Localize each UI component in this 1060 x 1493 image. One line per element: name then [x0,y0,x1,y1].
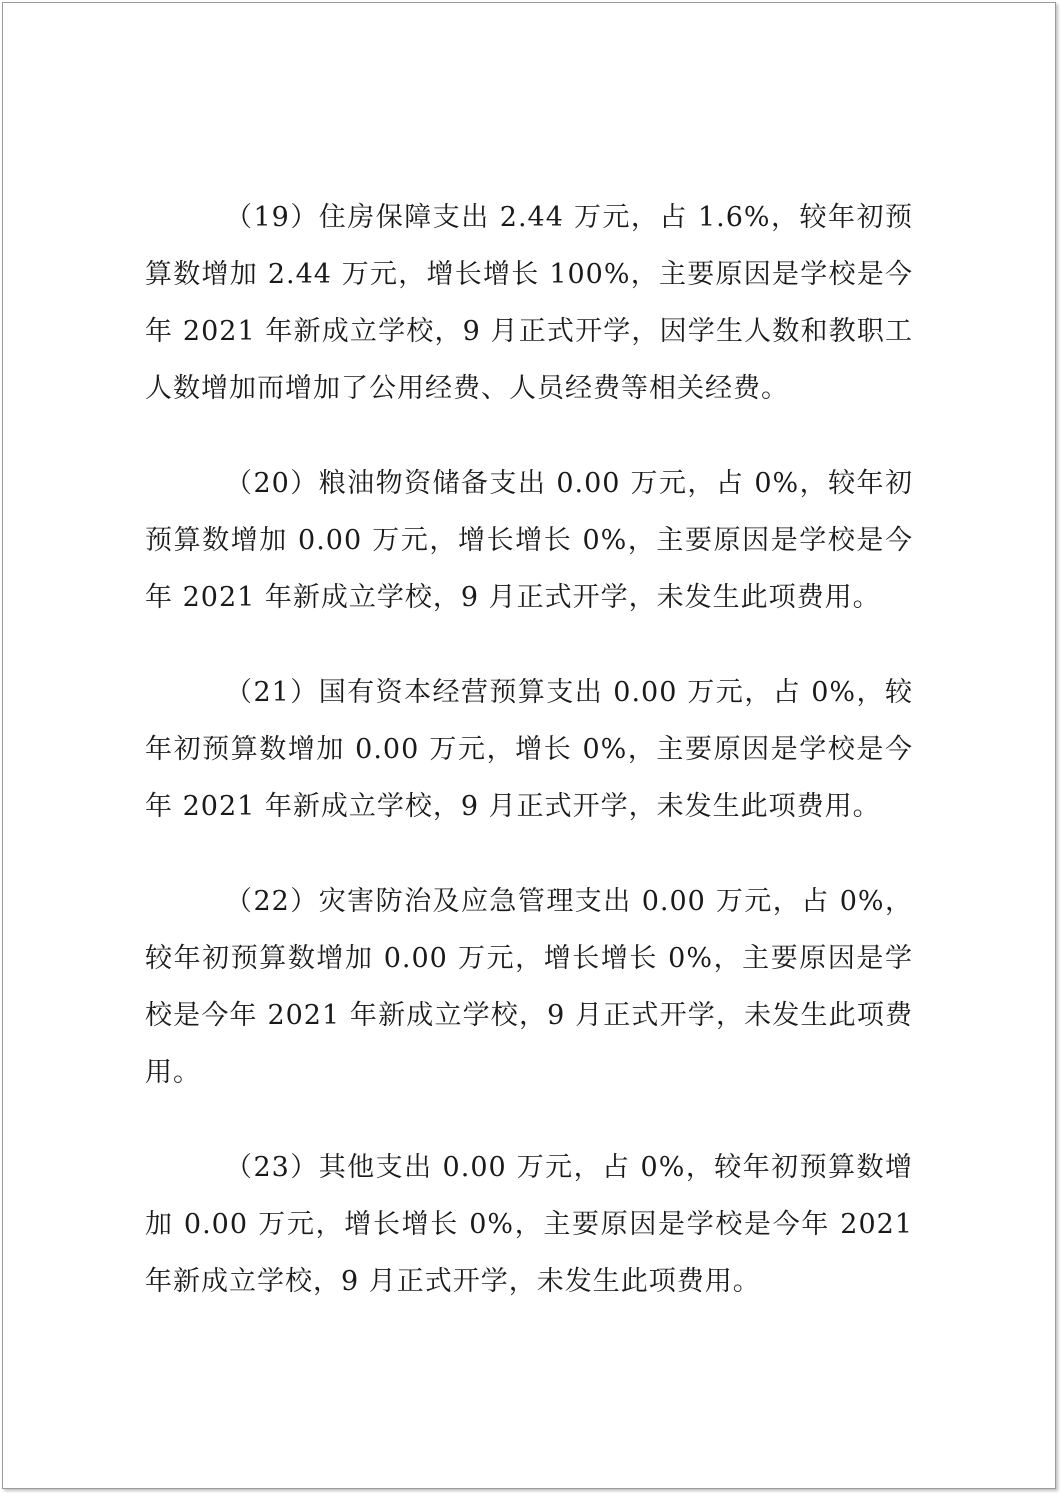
paragraph-22: （22）灾害防治及应急管理支出 0.00 万元，占 0%，较年初预算数增加 0.00 万元，增长增长 0%，主要原因是学校是今年 2021 年新成立学校，9 月正式开学，未发生此项费用。 [145,886,913,1088]
paragraph-23: （23）其他支出 0.00 万元，占 0%，较年初预算数增加 0.00 万元，增长增长 0%，主要原因是学校是今年 2021 年新成立学校，9 月正式开学，未发生此项费用。 [145,1152,913,1297]
paragraph-20: （20）粮油物资储备支出 0.00 万元，占 0%，较年初预算数增加 0.00 万元，增长增长 0%，主要原因是学校是今年 2021 年新成立学校，9 月正式开学，未发生此项费用。 [145,468,913,613]
page-content [145,189,913,1348]
document-page [2,2,1056,1489]
paragraph-19: （19）住房保障支出 2.44 万元，占 1.6%，较年初预算数增加 2.44 万元，增长增长 100%，主要原因是学校是今年 2021 年新成立学校，9 月正式开学，因学生人数和教职工人数增加而增加了公用经费、人员经费等相关经费。 [145,202,913,404]
paragraph-21: （21）国有资本经营预算支出 0.00 万元，占 0%，较年初预算数增加 0.00 万元，增长 0%，主要原因是学校是今年 2021 年新成立学校，9 月正式开学，未发生此项费用。 [145,677,913,822]
